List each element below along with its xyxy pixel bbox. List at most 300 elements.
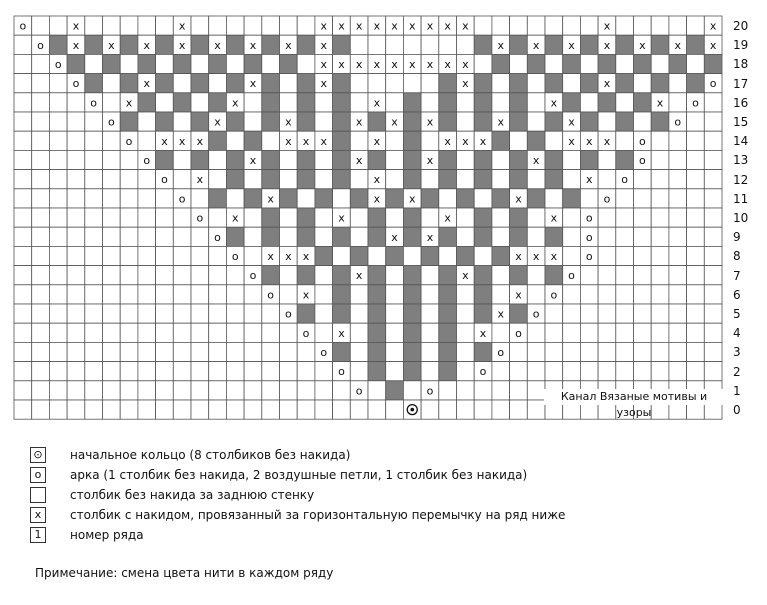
grid-cell (156, 54, 174, 73)
legend-label: начальное кольцо (8 столбиков без накида) (70, 448, 351, 462)
grid-cell (527, 208, 545, 227)
grid-cell (226, 342, 244, 361)
grid-cell (580, 304, 598, 323)
grid-cell (14, 381, 32, 400)
filled-cell (297, 304, 315, 323)
grid-cell (651, 208, 669, 227)
grid-cell (421, 35, 439, 54)
grid-cell (616, 362, 634, 381)
filled-cell (315, 246, 333, 265)
double-crochet-symbol: x (320, 77, 328, 91)
grid-cell (32, 150, 50, 169)
grid-cell (687, 208, 705, 227)
grid-cell (687, 16, 705, 35)
arch-symbol: o (37, 38, 44, 52)
grid-cell (49, 285, 67, 304)
filled-cell (474, 170, 492, 189)
grid-cell (563, 227, 581, 246)
arch-symbol: o (585, 250, 593, 263)
filled-cell (510, 150, 528, 169)
grid-cell (209, 381, 227, 400)
filled-cell (138, 54, 156, 73)
arch-symbol: o (320, 346, 328, 359)
filled-cell (439, 362, 457, 381)
filled-cell (368, 266, 386, 285)
double-crochet-symbol: x (656, 96, 664, 110)
grid-cell (191, 285, 209, 304)
grid-cell (704, 342, 722, 361)
filled-cell (492, 131, 510, 150)
grid-cell (103, 227, 121, 246)
grid-cell (67, 150, 85, 169)
grid-cell (85, 285, 103, 304)
double-crochet-symbol: x (355, 269, 363, 283)
filled-cell (616, 150, 634, 169)
grid-cell (32, 208, 50, 227)
double-crochet-symbol: x (178, 19, 186, 33)
double-crochet-symbol: x (196, 134, 204, 148)
grid-cell (651, 362, 669, 381)
double-crochet-symbol: x (231, 96, 239, 110)
grid-cell (669, 227, 687, 246)
grid-cell (563, 208, 581, 227)
filled-cell (315, 189, 333, 208)
grid-cell (457, 362, 475, 381)
grid-cell (103, 170, 121, 189)
row-number: 3 (733, 345, 741, 360)
filled-cell (687, 35, 705, 54)
grid-cell (616, 208, 634, 227)
grid-cell (651, 323, 669, 342)
double-crochet-symbol: x (285, 38, 292, 52)
grid-cell (315, 400, 333, 419)
double-crochet-symbol: x (161, 134, 168, 148)
filled-cell (350, 189, 368, 208)
grid-cell (262, 16, 280, 35)
filled-cell (403, 112, 421, 131)
filled-cell (368, 285, 386, 304)
back-loop-symbol-icon (30, 487, 46, 503)
grid-cell (226, 189, 244, 208)
grid-cell (457, 150, 475, 169)
grid-cell (262, 131, 280, 150)
grid-cell (32, 189, 50, 208)
filled-cell (297, 112, 315, 131)
grid-cell (315, 362, 333, 381)
grid-cell (103, 131, 121, 150)
grid-cell (191, 93, 209, 112)
filled-cell (474, 227, 492, 246)
grid-cell (120, 400, 138, 419)
grid-cell (492, 362, 510, 381)
grid-cell (85, 381, 103, 400)
grid-cell (209, 304, 227, 323)
double-crochet-symbol: x (249, 38, 257, 52)
filled-cell (297, 227, 315, 246)
filled-cell (545, 150, 563, 169)
grid-cell (527, 112, 545, 131)
grid-cell (598, 112, 616, 131)
grid-cell (704, 131, 722, 150)
grid-cell (492, 93, 510, 112)
filled-cell (474, 208, 492, 227)
grid-cell (32, 227, 50, 246)
grid-cell (67, 304, 85, 323)
grid-cell (191, 304, 209, 323)
filled-cell (439, 150, 457, 169)
grid-cell (14, 285, 32, 304)
grid-cell (616, 285, 634, 304)
grid-cell (191, 381, 209, 400)
grid-cell (616, 304, 634, 323)
grid-cell (49, 246, 67, 265)
grid-cell (103, 323, 121, 342)
grid-cell (14, 266, 32, 285)
grid-cell (616, 131, 634, 150)
grid-cell (280, 208, 298, 227)
double-crochet-symbol: x (532, 154, 540, 167)
filled-cell (333, 170, 351, 189)
grid-cell (14, 112, 32, 131)
double-crochet-symbol: x (568, 38, 575, 52)
filled-cell (297, 35, 315, 54)
filled-cell (580, 150, 598, 169)
grid-cell (704, 93, 722, 112)
grid-cell (421, 285, 439, 304)
grid-cell (616, 16, 634, 35)
arch-symbol: o (568, 269, 575, 283)
grid-cell (651, 170, 669, 189)
filled-cell (474, 342, 492, 361)
grid-cell (244, 285, 262, 304)
filled-cell (634, 93, 652, 112)
grid-cell (32, 400, 50, 419)
double-crochet-symbol: x (426, 58, 434, 71)
grid-cell (120, 16, 138, 35)
filled-cell (262, 208, 280, 227)
grid-cell (439, 189, 457, 208)
grid-cell (173, 362, 191, 381)
grid-cell (173, 323, 191, 342)
grid-cell (156, 362, 174, 381)
grid-cell (315, 323, 333, 342)
row-number: 18 (733, 57, 749, 72)
grid-cell (103, 93, 121, 112)
grid-cell (138, 131, 156, 150)
grid-cell (85, 246, 103, 265)
grid-cell (191, 16, 209, 35)
grid-cell (280, 227, 298, 246)
filled-cell (651, 35, 669, 54)
double-crochet-symbol: x (462, 269, 469, 283)
grid-cell (421, 362, 439, 381)
grid-cell (226, 16, 244, 35)
grid-cell (156, 227, 174, 246)
grid-cell (421, 93, 439, 112)
grid-cell (421, 74, 439, 93)
filled-cell (403, 266, 421, 285)
grid-cell (563, 246, 581, 265)
grid-cell (580, 54, 598, 73)
grid-cell (244, 246, 262, 265)
arch-symbol: o (178, 192, 186, 206)
grid-cell (49, 150, 67, 169)
double-crochet-symbol: x (426, 115, 434, 129)
double-crochet-symbol: x (497, 307, 505, 321)
grid-cell (226, 131, 244, 150)
grid-cell (103, 304, 121, 323)
grid-cell (474, 54, 492, 73)
grid-cell (103, 74, 121, 93)
grid-cell (350, 131, 368, 150)
grid-cell (280, 74, 298, 93)
double-crochet-symbol: x (639, 38, 646, 52)
filled-cell (439, 93, 457, 112)
grid-cell (191, 266, 209, 285)
arch-symbol: o (302, 326, 310, 340)
grid-cell (598, 304, 616, 323)
filled-cell (403, 170, 421, 189)
grid-cell (704, 189, 722, 208)
grid-cell (120, 208, 138, 227)
grid-cell (280, 323, 298, 342)
grid-cell (49, 323, 67, 342)
grid-cell (669, 285, 687, 304)
grid-cell (297, 362, 315, 381)
grid-cell (280, 381, 298, 400)
grid-cell (634, 285, 652, 304)
grid-cell (85, 266, 103, 285)
grid-cell (49, 304, 67, 323)
arch-symbol: o (355, 384, 363, 398)
filled-cell (545, 74, 563, 93)
double-crochet-symbol: x (373, 19, 381, 33)
grid-cell (67, 266, 85, 285)
grid-cell (704, 362, 722, 381)
filled-cell (297, 93, 315, 112)
filled-cell (616, 74, 634, 93)
grid-cell (669, 189, 687, 208)
grid-cell (687, 131, 705, 150)
grid-cell (262, 400, 280, 419)
grid-cell (156, 285, 174, 304)
grid-cell (651, 285, 669, 304)
filled-cell (386, 189, 404, 208)
filled-cell (669, 54, 687, 73)
grid-cell (315, 208, 333, 227)
grid-cell (173, 285, 191, 304)
filled-cell (634, 54, 652, 73)
legend-label: столбик без накида за заднюю стенку (70, 488, 315, 502)
grid-cell (545, 131, 563, 150)
filled-cell (421, 246, 439, 265)
grid-cell (457, 93, 475, 112)
row-number-symbol-icon: 1 (30, 527, 46, 543)
grid-cell (120, 342, 138, 361)
double-crochet-symbol: x (444, 58, 451, 71)
double-crochet-symbol: x (355, 19, 363, 33)
grid-cell (120, 381, 138, 400)
grid-cell (138, 323, 156, 342)
grid-cell (350, 208, 368, 227)
grid-cell (616, 323, 634, 342)
grid-cell (226, 381, 244, 400)
arch-symbol: o (143, 154, 151, 167)
grid-cell (67, 112, 85, 131)
filled-cell (439, 342, 457, 361)
double-crochet-symbol: x (231, 211, 239, 225)
grid-cell (563, 170, 581, 189)
grid-cell (598, 285, 616, 304)
grid-cell (156, 189, 174, 208)
grid-cell (580, 362, 598, 381)
double-crochet-symbol: x (462, 77, 469, 91)
filled-cell (439, 304, 457, 323)
grid-cell (474, 16, 492, 35)
grid-cell (333, 246, 351, 265)
double-crochet-symbol: x (338, 211, 345, 225)
filled-cell (403, 131, 421, 150)
filled-cell (280, 54, 298, 73)
grid-cell (173, 246, 191, 265)
filled-cell (262, 170, 280, 189)
grid-cell (563, 342, 581, 361)
grid-cell (67, 381, 85, 400)
grid-cell (545, 189, 563, 208)
grid-cell (67, 131, 85, 150)
grid-cell (457, 381, 475, 400)
row-number: 11 (733, 191, 749, 206)
grid-cell (580, 285, 598, 304)
row-number: 4 (733, 326, 741, 341)
grid-cell (67, 400, 85, 419)
filled-cell (368, 150, 386, 169)
double-crochet-symbol: x (320, 38, 328, 52)
grid-cell (704, 285, 722, 304)
grid-cell (616, 54, 634, 73)
filled-cell (244, 54, 262, 73)
grid-cell (85, 131, 103, 150)
grid-cell (634, 304, 652, 323)
arch-symbol: o (550, 288, 558, 302)
grid-cell (138, 189, 156, 208)
grid-cell (297, 16, 315, 35)
grid-cell (156, 93, 174, 112)
filled-cell (368, 112, 386, 131)
filled-cell (333, 266, 351, 285)
filled-cell (368, 208, 386, 227)
grid-cell (651, 304, 669, 323)
grid-cell (244, 16, 262, 35)
grid-cell (226, 323, 244, 342)
grid-cell (32, 93, 50, 112)
grid-cell (138, 170, 156, 189)
grid-cell (315, 170, 333, 189)
grid-cell (386, 74, 404, 93)
grid-cell (510, 131, 528, 150)
grid-cell (368, 74, 386, 93)
filled-cell (85, 74, 103, 93)
filled-cell (49, 35, 67, 54)
grid-cell (32, 54, 50, 73)
grid-cell (85, 227, 103, 246)
grid-cell (32, 246, 50, 265)
filled-cell (226, 150, 244, 169)
filled-cell (474, 112, 492, 131)
filled-cell (510, 304, 528, 323)
grid-cell (32, 362, 50, 381)
grid-cell (634, 246, 652, 265)
grid-cell (14, 170, 32, 189)
filled-cell (226, 74, 244, 93)
filled-cell (439, 170, 457, 189)
double-crochet-symbol: x (550, 211, 558, 225)
grid-cell (634, 362, 652, 381)
grid-cell (138, 266, 156, 285)
grid-cell (244, 170, 262, 189)
grid-cell (244, 208, 262, 227)
filled-cell (209, 93, 227, 112)
filled-cell (297, 170, 315, 189)
grid-cell (634, 342, 652, 361)
grid-cell (421, 400, 439, 419)
filled-cell (262, 35, 280, 54)
grid-cell (32, 131, 50, 150)
double-crochet-symbol: x (320, 19, 328, 33)
double-crochet-symbol: x (373, 134, 381, 148)
grid-cell (386, 323, 404, 342)
double-crochet-symbol: x (249, 77, 257, 91)
grid-cell (32, 323, 50, 342)
filled-cell (474, 35, 492, 54)
grid-cell (85, 362, 103, 381)
grid-cell (85, 323, 103, 342)
grid-cell (120, 170, 138, 189)
filled-cell (244, 189, 262, 208)
grid-cell (492, 285, 510, 304)
grid-cell (510, 362, 528, 381)
arch-symbol-icon: о (30, 467, 46, 483)
row-number: 19 (733, 38, 749, 53)
filled-cell (333, 285, 351, 304)
grid-cell (226, 54, 244, 73)
filled-cell (474, 74, 492, 93)
double-crochet-symbol: x (585, 134, 593, 148)
double-crochet-symbol: x (196, 173, 204, 187)
grid-cell (598, 208, 616, 227)
grid-cell (191, 323, 209, 342)
grid-cell (651, 342, 669, 361)
grid-cell (687, 304, 705, 323)
double-crochet-symbol: x (568, 134, 575, 148)
double-crochet-symbol: x (426, 19, 434, 33)
grid-cell (563, 285, 581, 304)
grid-cell (103, 150, 121, 169)
arch-symbol: o (161, 173, 168, 187)
grid-cell (120, 150, 138, 169)
grid-cell (669, 150, 687, 169)
grid-cell (67, 342, 85, 361)
grid-cell (669, 323, 687, 342)
grid-cell (85, 16, 103, 35)
double-crochet-symbol: x (391, 115, 398, 129)
double-crochet-symbol: x (462, 19, 469, 33)
grid-cell (492, 400, 510, 419)
grid-cell (616, 266, 634, 285)
grid-cell (49, 112, 67, 131)
filled-cell (368, 304, 386, 323)
grid-cell (209, 74, 227, 93)
